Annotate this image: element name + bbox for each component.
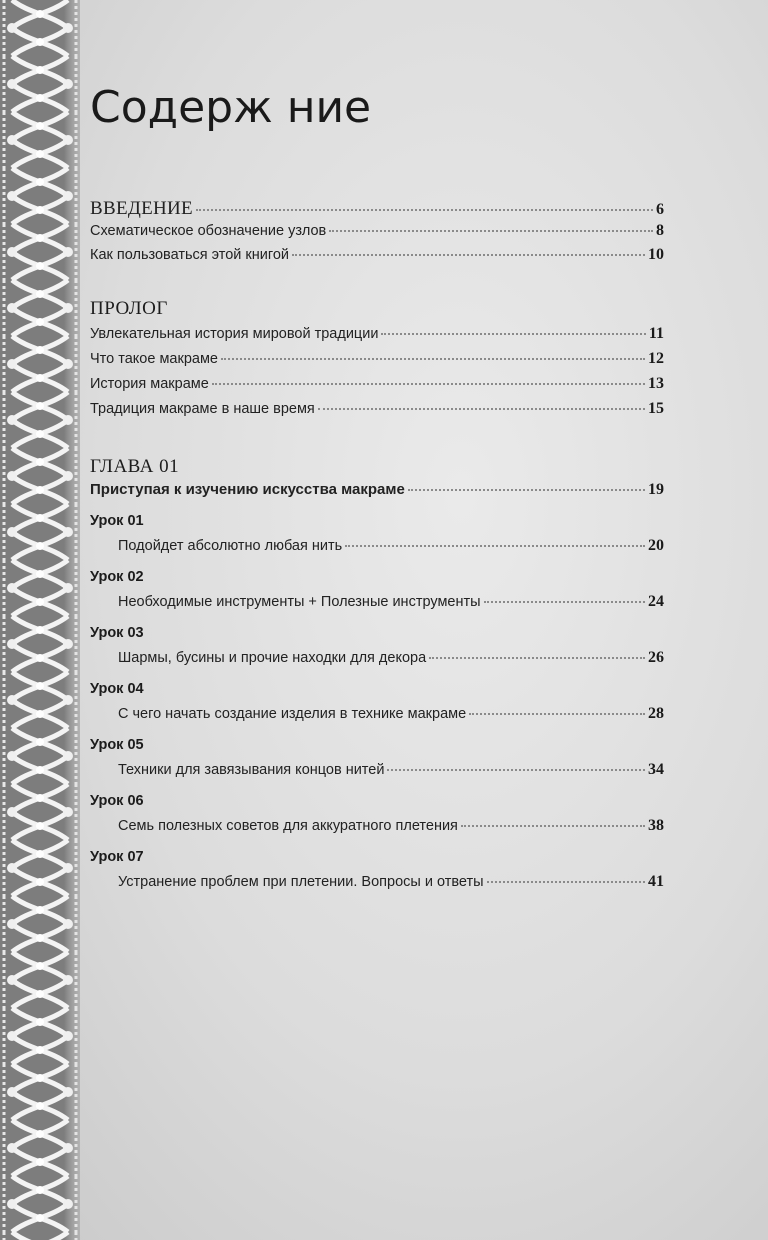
dot-leader bbox=[469, 713, 645, 715]
toc-entry[interactable] bbox=[90, 325, 664, 347]
lesson-label: Урок 01 bbox=[90, 513, 144, 529]
toc-entry[interactable] bbox=[90, 222, 664, 244]
dot-leader bbox=[381, 333, 645, 335]
toc-entry[interactable] bbox=[90, 246, 664, 268]
dot-leader bbox=[487, 881, 645, 883]
toc-entry[interactable] bbox=[118, 537, 664, 559]
toc-entry-text: Как пользоваться этой книгой bbox=[90, 247, 289, 263]
dot-leader bbox=[329, 230, 653, 232]
toc-entry-page: 26 bbox=[648, 649, 664, 666]
toc-entry-text: ВВЕДЕНИЕ bbox=[90, 198, 193, 219]
toc-entry-text: С чего начать создание изделия в технике макраме bbox=[118, 706, 467, 722]
dot-leader bbox=[484, 601, 645, 603]
toc-entry-page: 12 bbox=[648, 350, 664, 367]
toc-entry-page: 24 bbox=[648, 593, 664, 610]
lesson-label: Урок 04 bbox=[90, 681, 144, 697]
dot-leader bbox=[461, 825, 645, 827]
toc-entry[interactable] bbox=[118, 705, 664, 727]
toc-entry-chapter-subtitle[interactable] bbox=[90, 481, 664, 503]
toc-entry-text: Семь полезных советов для аккуратного плетения bbox=[118, 818, 458, 834]
toc-entry-page: 11 bbox=[648, 325, 664, 342]
toc-entry-page: 15 bbox=[648, 400, 664, 417]
dot-leader bbox=[221, 358, 645, 360]
dot-leader bbox=[212, 383, 645, 385]
lesson-label: Урок 06 bbox=[90, 793, 144, 809]
toc-entry-page: 41 bbox=[648, 873, 664, 890]
toc-entry-text: Техники для завязывания концов нитей bbox=[118, 762, 385, 778]
toc-entry[interactable] bbox=[118, 649, 664, 671]
section-heading-prologue: ПРОЛОГ bbox=[90, 298, 168, 319]
toc-entry-text: Необходимые инструменты + Полезные инструменты bbox=[118, 594, 481, 610]
lesson-label: Урок 05 bbox=[90, 737, 144, 753]
page-title: Содерж ние bbox=[90, 82, 372, 133]
section-heading-chapter-1: ГЛАВА 01 bbox=[90, 456, 180, 477]
dot-leader bbox=[408, 489, 645, 491]
toc-entry-page: 38 bbox=[648, 817, 664, 834]
toc-entry-text: Традиция макраме в наше время bbox=[90, 401, 315, 417]
toc-entry[interactable] bbox=[118, 817, 664, 839]
toc-entry[interactable] bbox=[90, 350, 664, 372]
toc-entry-page: 8 bbox=[656, 222, 664, 239]
toc-entry[interactable] bbox=[90, 375, 664, 397]
toc-entry-page: 28 bbox=[648, 705, 664, 722]
toc-entry-page: 10 bbox=[648, 246, 664, 263]
lesson-label: Урок 02 bbox=[90, 569, 144, 585]
lesson-label: Урок 07 bbox=[90, 849, 144, 865]
dot-leader bbox=[387, 769, 645, 771]
toc-entry-text: Шармы, бусины и прочие находки для декора bbox=[118, 650, 427, 666]
toc-entry[interactable] bbox=[118, 873, 664, 895]
toc-entry[interactable] bbox=[118, 593, 664, 615]
lace-border-decoration bbox=[0, 0, 80, 1240]
toc-entry-text: Подойдет абсолютно любая нить bbox=[118, 538, 343, 554]
toc-entry-text: Увлекательная история мировой традиции bbox=[90, 326, 379, 342]
toc-entry-introduction[interactable] bbox=[90, 198, 664, 220]
dot-leader bbox=[292, 254, 645, 256]
toc-entry-text: Приступая к изучению искусства макраме bbox=[90, 481, 405, 498]
toc-entry-page: 6 bbox=[656, 201, 664, 218]
toc-entry[interactable] bbox=[118, 761, 664, 783]
toc-entry-text: Что такое макраме bbox=[90, 351, 218, 367]
toc-entry-text: Устранение проблем при плетении. Вопросы и ответы bbox=[118, 874, 484, 890]
toc-entry[interactable] bbox=[90, 400, 664, 422]
toc-entry-page: 20 bbox=[648, 537, 664, 554]
lesson-label: Урок 03 bbox=[90, 625, 144, 641]
toc-entry-text: История макраме bbox=[90, 376, 209, 392]
dot-leader bbox=[429, 657, 645, 659]
dot-leader bbox=[196, 209, 653, 211]
dot-leader bbox=[345, 545, 645, 547]
dot-leader bbox=[318, 408, 645, 410]
toc-entry-page: 34 bbox=[648, 761, 664, 778]
toc-entry-text: Схематическое обозначение узлов bbox=[90, 223, 327, 239]
toc-entry-page: 19 bbox=[648, 481, 664, 498]
toc-entry-page: 13 bbox=[648, 375, 664, 392]
